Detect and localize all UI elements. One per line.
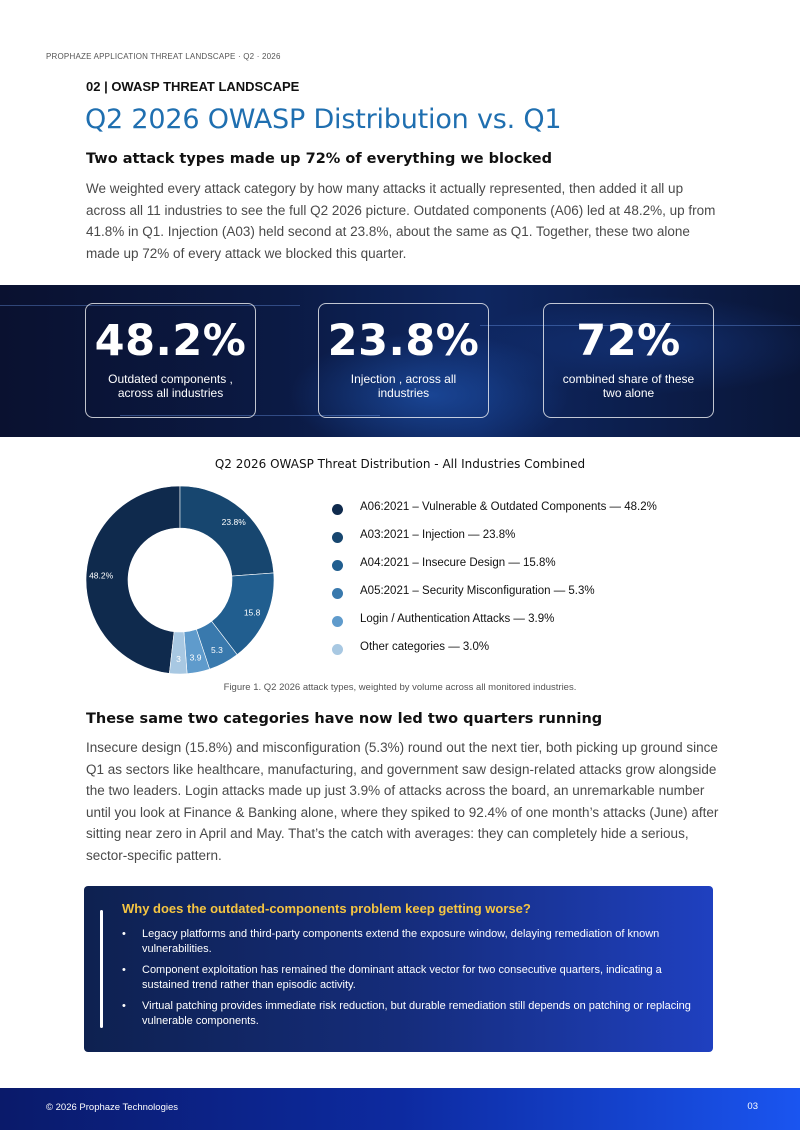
stats-banner bbox=[0, 285, 800, 437]
donut-slice bbox=[180, 486, 274, 576]
chart-title: Q2 2026 OWASP Threat Distribution - All Industries Combined bbox=[214, 457, 586, 471]
legend-label: Other categories — 3.0% bbox=[360, 641, 490, 653]
callout-accent-bar bbox=[100, 910, 103, 1028]
legend-label: Login / Authentication Attacks — 3.9% bbox=[360, 613, 555, 625]
callout-box bbox=[84, 886, 713, 1052]
footer-copyright: © 2026 Prophaze Technologies bbox=[46, 1102, 179, 1113]
slice-label: 5.3 bbox=[211, 644, 223, 655]
callout-item: • Virtual patching provides immediate risk reduction, but durable remediation still depends on patching or replacing vulnerable components. bbox=[122, 999, 692, 1028]
callout-list bbox=[122, 927, 692, 1035]
legend-swatch bbox=[332, 588, 343, 599]
slice-label: 3 bbox=[176, 653, 181, 664]
legend-label: A03:2021 – Injection — 23.8% bbox=[360, 529, 516, 541]
slice-label: 3.9 bbox=[189, 652, 202, 663]
callout-item: • Component exploitation has remained the dominant attack vector for two consecutive quarters, indicating a sustained trend rather than episodic activity. bbox=[122, 963, 692, 992]
stat-card-injection bbox=[318, 303, 489, 418]
legend-label: A04:2021 – Insecure Design — 15.8% bbox=[360, 557, 556, 569]
stat-value: 48.2% bbox=[94, 316, 247, 366]
figure-caption: Figure 1. Q2 2026 attack types, weighted by volume across all monitored industries. bbox=[223, 682, 577, 693]
slice-label: 48.2% bbox=[89, 570, 114, 581]
slice-label: 15.8 bbox=[243, 607, 261, 618]
slice-label: 23.8% bbox=[221, 517, 246, 528]
running-header: PROPHAZE APPLICATION THREAT LANDSCAPE · Q2 · 2026 bbox=[46, 52, 281, 61]
stat-label: Injection , across all industries bbox=[350, 372, 457, 400]
page-footer bbox=[0, 1088, 800, 1130]
legend-swatch bbox=[332, 560, 343, 571]
stat-label: Outdated components , across all industries bbox=[108, 372, 233, 400]
callout-item: • Legacy platforms and third-party components extend the exposure window, delaying remediation of known vulnerabilities. bbox=[122, 927, 692, 956]
page-title: Q2 2026 OWASP Distribution vs. Q1 bbox=[85, 104, 562, 135]
legend-label: A05:2021 – Security Misconfiguration — 5.3% bbox=[360, 585, 595, 597]
legend-label: A06:2021 – Vulnerable & Outdated Components — 48.2% bbox=[360, 501, 657, 513]
page-number: 03 bbox=[747, 1101, 758, 1112]
section-label: 02 | OWASP THREAT LANDSCAPE bbox=[86, 79, 300, 94]
legend-swatch bbox=[332, 644, 343, 655]
analysis-paragraph: Insecure design (15.8%) and misconfiguration (5.3%) round out the next tier, both picking up ground since Q1 as sectors like healthcare, manufacturing, and government saw design-related attacks grow alongside the two leaders. Login attacks made up just 3.9% of attacks across the board, an unremarkable number until you look at Finance & Banking alone, where they spiked to 92.4% of one month’s attacks (June) after sitting near zero in April and May. That’s the catch with averages: they can completely hide a serious, sector-specific pattern. bbox=[86, 740, 719, 863]
intro-paragraph: We weighted every attack category by how many attacks it actually represented, then added it all up across all 11 industries to see the full Q2 2026 picture. Outdated components (A06) led at 48.2%, up from 41.8% in Q1. Injection (A03) held second at 23.8%, about the same as Q1. Together, these two alone made up 72% of every attack we blocked this quarter. bbox=[86, 181, 716, 261]
analysis-heading: These same two categories have now led two quarters running bbox=[86, 711, 603, 727]
intro-heading: Two attack types made up 72% of everything we blocked bbox=[86, 151, 553, 167]
stat-label: combined share of these two alone bbox=[562, 372, 695, 400]
callout-title: Why does the outdated-components problem keep getting worse? bbox=[122, 901, 531, 916]
stat-value: 72% bbox=[576, 316, 681, 366]
legend-swatch bbox=[332, 504, 343, 515]
stat-value: 23.8% bbox=[327, 316, 480, 366]
legend-swatch bbox=[332, 532, 343, 543]
donut-chart bbox=[80, 480, 280, 680]
stat-card-combined bbox=[543, 303, 714, 418]
stat-card-outdated bbox=[85, 303, 256, 418]
legend-swatch bbox=[332, 616, 343, 627]
